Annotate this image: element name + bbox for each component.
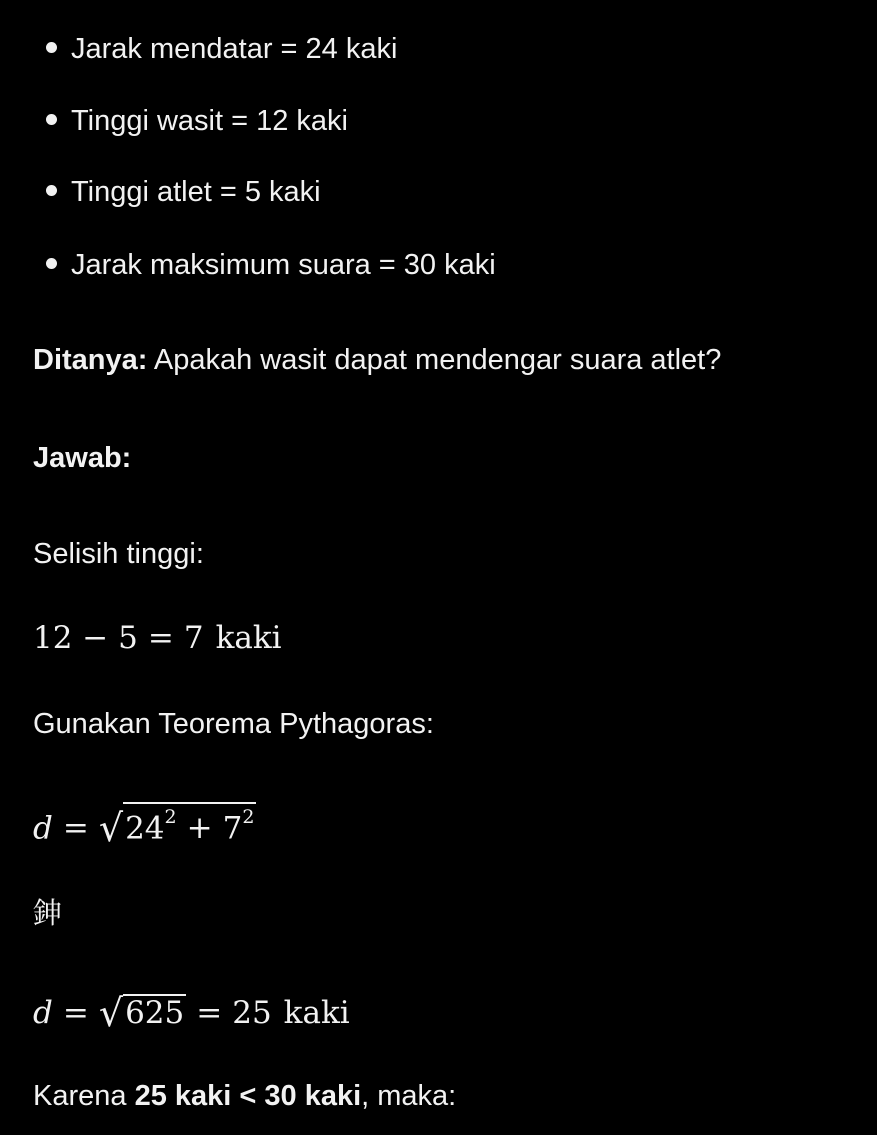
answer-label: Jawab: xyxy=(33,442,132,474)
conclusion-suffix: , maka: xyxy=(361,1080,457,1112)
height-diff-lhs: 12 − 5 xyxy=(33,620,138,656)
square-root xyxy=(99,988,186,1035)
question-line xyxy=(33,340,721,380)
radicand: 625 xyxy=(125,995,185,1031)
conclusion-line xyxy=(33,1076,456,1116)
question-text: Apakah wasit dapat mendengar suara atlet? xyxy=(147,344,722,376)
equals-sign: = xyxy=(62,810,89,847)
given-item-athlete-height: Tinggi atlet = 5 kaki xyxy=(46,172,321,212)
height-diff-equation xyxy=(33,616,282,660)
height-diff-label: Selisih tinggi: xyxy=(33,538,204,570)
radicand: $24^2 + 7^2$ xyxy=(123,802,256,845)
given-item-horizontal-distance: Jarak mendatar = 24 kaki xyxy=(46,29,397,69)
distance-var: d xyxy=(33,810,53,847)
bullet-icon xyxy=(46,114,57,125)
distance-value: 25 xyxy=(232,995,272,1031)
height-diff-rhs: 7 xyxy=(183,620,204,656)
distance-result xyxy=(33,988,350,1035)
stray-glyph: 鉮 xyxy=(33,896,63,930)
height-diff-unit: kaki xyxy=(215,620,282,656)
square-root xyxy=(99,802,257,850)
distance-var: d xyxy=(33,995,53,1031)
question-label: Ditanya: xyxy=(33,344,148,376)
conclusion-comparison: 25 kaki < 30 kaki xyxy=(134,1080,362,1112)
equals-sign: = xyxy=(62,995,89,1031)
bullet-icon xyxy=(46,185,57,196)
radical-icon: √ xyxy=(98,991,124,1035)
given-item-referee-height: Tinggi wasit = 12 kaki xyxy=(46,101,348,141)
distance-unit: kaki xyxy=(283,995,350,1031)
distance-equation xyxy=(33,802,256,850)
conclusion-prefix: Karena xyxy=(33,1080,135,1112)
radical-icon: √ xyxy=(98,806,124,851)
bullet-icon xyxy=(46,258,57,269)
equals-sign: = xyxy=(196,995,223,1031)
equals-sign: = xyxy=(147,620,174,656)
pythagoras-label: Gunakan Teorema Pythagoras: xyxy=(33,708,434,740)
given-item-max-sound-distance: Jarak maksimum suara = 30 kaki xyxy=(46,245,496,285)
bullet-icon xyxy=(46,42,57,53)
